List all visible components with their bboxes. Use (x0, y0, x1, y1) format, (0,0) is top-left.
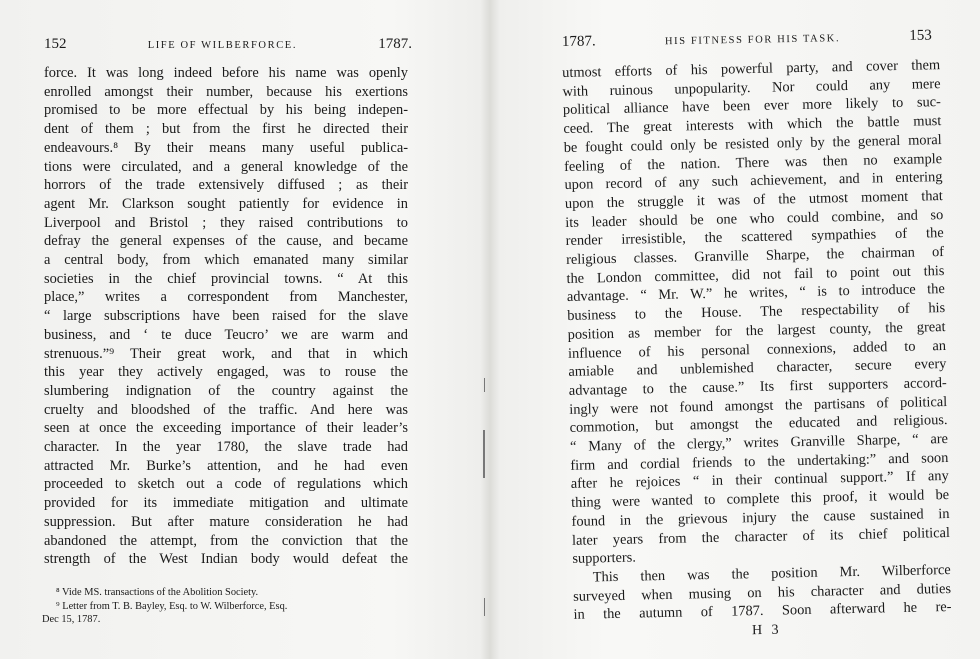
text-line: commotion, but amongst the educated and religious. (569, 412, 948, 437)
text-line: business to the House. The respectability of his (567, 300, 946, 325)
page-number: 152 (44, 36, 67, 52)
footnote: Dec 15, 1787. (42, 614, 101, 625)
text-line: character. In the year 1780, the slave trade had (44, 439, 408, 456)
text-line: thing were wanted to complete this proof, it would be (571, 487, 950, 512)
text-line: force. It was long indeed before his name was openly (44, 65, 408, 81)
footnote: ⁸ Vide MS. transactions of the Abolition Society. (56, 587, 259, 598)
text-line: horrors of the trade extensively diffused ; as their (44, 177, 408, 194)
text-line: agent Mr. Clarkson sought patiently for evidence in (44, 195, 408, 212)
text-line: place,” writes a correspondent from Manchester, (44, 289, 408, 306)
text-line: abandoned the attempt, from the conviction that the (44, 532, 408, 549)
text-line: upon the struggle it was of the utmost moment that (564, 187, 944, 212)
text-line: enrolled amongst their number, because his exertions (44, 83, 408, 100)
text-line: dent of them ; but from the first he directed their (44, 121, 408, 138)
text-line: its leader should be one who could combine, and so (565, 206, 944, 231)
right-page (490, 0, 980, 659)
text-line: defray the general expenses of the cause, and became (44, 233, 408, 250)
text-line: influence of his personal connexions, added to an (567, 337, 947, 362)
text-line: advantage. “ Mr. W.” he writes, “ is to introduce the (566, 281, 945, 306)
text-line: upon record of any such achievement, and in entering (564, 169, 943, 194)
text-line: “ large subscriptions have been raised for the slave (44, 308, 408, 325)
text-line: found in the grievous injury the cause sustained in (571, 505, 950, 530)
gutter-shadow (483, 430, 485, 478)
text-line: slumbering indignation of the country against the (44, 382, 408, 399)
text-line: political alliance have been ever more likely to suc- (562, 94, 942, 119)
gutter-shadow (484, 598, 485, 616)
text-line: proceeded to sketch out a code of regulations which (44, 476, 408, 493)
page-number: 153 (909, 27, 932, 44)
footnote: ⁹ Letter from T. B. Bayley, Esq. to W. Wilberforce, Esq. (56, 600, 288, 612)
text-line: provided for its immediate mitigation and ultimate (44, 495, 408, 512)
running-title: LIFE OF WILBERFORCE. (147, 40, 298, 51)
text-line: later years from the character of its chief political (571, 524, 951, 549)
text-line: strength of the West Indian body would defeat the (44, 551, 408, 568)
text-line: utmost efforts of his powerful party, and cover them (562, 57, 941, 81)
text-line: the London committee, did not fail to point out this (566, 262, 945, 287)
left-page-header (44, 36, 412, 60)
text-line: strenuous.”⁹ Their great work, and that in which (44, 345, 408, 362)
signature-mark: H 3 (751, 622, 782, 639)
text-line: firm and cordial friends to the undertaking:” and soon (570, 449, 949, 474)
text-line: supporters. (572, 549, 637, 568)
text-line: this year they actively engaged, was to rouse the (44, 364, 408, 381)
text-line: feeling of the nation. There was then no example (563, 150, 943, 175)
text-line: surveyed when musing on his character and duties (572, 580, 952, 605)
text-line: societies in the chief provincial towns. “ At this (44, 270, 408, 287)
text-line: with ruinous unpopularity. Nor could any mere (562, 75, 941, 100)
left-page-body (44, 64, 408, 569)
text-line: business, and ‘ te duce Teucro’ we are warm and (44, 326, 408, 343)
text-line: endeavours.⁸ By their means many useful publica- (44, 139, 408, 156)
gutter-shadow (484, 378, 485, 392)
right-page-body (562, 56, 952, 625)
text-line: suppression. But after mature consideration he had (44, 513, 408, 530)
footnotes (40, 586, 410, 627)
text-line: ingly were not found amongst the partisans of political (569, 393, 948, 418)
text-line: after he rejoices “ in their continual support.” If any (570, 468, 949, 493)
text-line: position as member for the largest county, the great (567, 318, 946, 343)
text-line: religious classes. Granville Sharpe, the chairman of (565, 244, 945, 268)
page-year: 1787. (378, 36, 412, 52)
text-line: a central body, from which emanated many similar (44, 252, 408, 269)
page-year: 1787. (561, 33, 596, 50)
text-line: seen at once the exceeding importance of their leader’s (44, 420, 408, 437)
running-title: HIS FITNESS FOR HIS TASK. (664, 33, 841, 48)
text-line: promised to be more effectual by his being indepen- (44, 102, 408, 119)
text-line: tions were circulated, and a general knowledge of the (44, 158, 408, 175)
text-line: ceed. The great interests with which the battle must (563, 113, 942, 138)
text-line: be fought could only be resisted only by the general moral (563, 131, 942, 156)
text-line: advantage to the cause.” Its first supporters accord- (568, 374, 947, 399)
text-line: “ Many of the clergy,” writes Granville Sharpe, “ are (569, 431, 949, 455)
text-line: Liverpool and Bristol ; they raised contributions to (44, 214, 408, 231)
text-line: cruelty and bloodshed of the traffic. And here was (44, 401, 408, 418)
text-line: in the autumn of 1787. Soon afterward he re- (573, 599, 952, 624)
text-line: amiable and unblemished character, secure every (568, 356, 947, 381)
text-line: attracted Mr. Burke’s attention, and he had even (44, 457, 408, 474)
text-line: render irresistible, the scattered sympathies of the (565, 225, 944, 250)
right-page-header (562, 28, 932, 58)
text-line: This then was the position Mr. Wilberforce (592, 561, 951, 586)
